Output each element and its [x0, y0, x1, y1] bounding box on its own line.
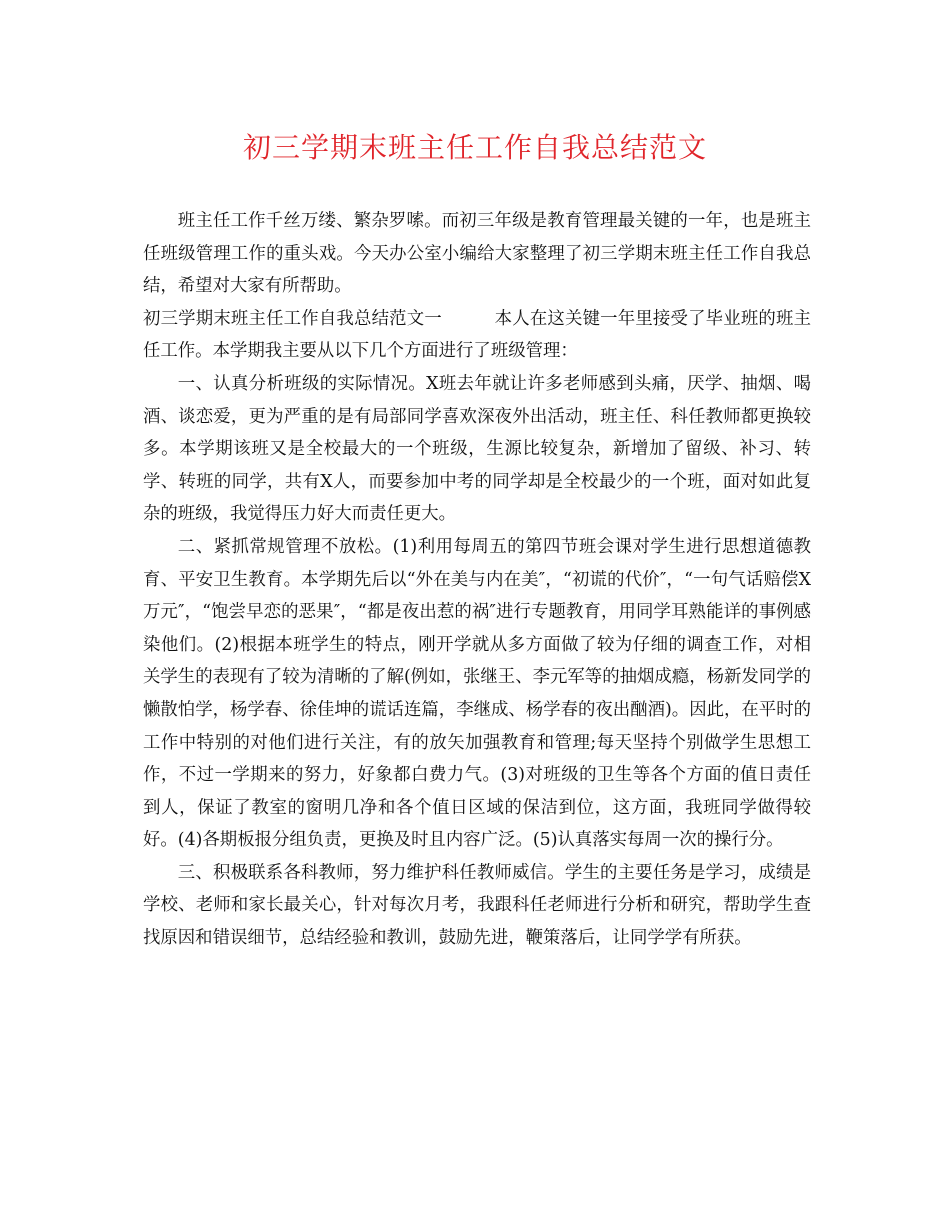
document-title: 初三学期末班主任工作自我总结范文	[242, 131, 707, 164]
subtitle-paragraph: 初三学期末班主任工作自我总结范文一 本人在这关键一年里接受了毕业班的班主任工作。本学期我主要从以下几个方面进行了班级管理：	[143, 308, 811, 362]
intro-paragraph: 班主任工作千丝万缕、繁杂罗嗦。而初三年级是教育管理最关键的一年，也是班主任班级管理工作的重头戏。今天办公室小编给大家整理了初三学期末班主任工作自我总结，希望对大家有所帮助。	[143, 211, 811, 297]
section-1-paragraph: 一、认真分析班级的实际情况。X班去年就让许多老师感到头痛，厌学、抽烟、喝酒、谈恋爱，更为严重的是有局部同学喜欢深夜外出活动，班主任、科任教师都更换较多。本学期该班又是全校最大的一个班级，生源比较复杂，新增加了留级、补习、转学、转班的同学，共有X人，而要参加中考的同学却是全校最少的一个班，面对如此复杂的班级，我觉得压力好大而责任更大。	[143, 373, 811, 525]
document-body	[143, 205, 811, 955]
section-2-paragraph: 二、紧抓常规管理不放松。(1)利用每周五的第四节班会课对学生进行思想道德教育、平安卫生教育。本学期先后以“外在美与内在美″，“初谎的代价″，“一句气话赔偿X万元″，“饱尝早恋的恶果″，“都是夜出惹的祸″进行专题教育，用同学耳熟能详的事例感染他们。(2)根据本班学生的特点，刚开学就从多方面做了较为仔细的调查工作，对相关学生的表现有了较为清晰的了解(例如，张继王、李元军等的抽烟成瘾，杨新发同学的懒散怕学，杨学春、徐佳坤的谎话连篇，李继成、杨学春的夜出酗酒)。因此，在平时的工作中特别的对他们进行关注，有的放矢加强教育和管理;每天坚持个别做学生思想工作，不过一学期来的努力，好象都白费力气。(3)对班级的卫生等各个方面的值日责任到人，保证了教室的窗明几净和各个值日区域的保洁到位，这方面，我班同学做得较好。(4)各期板报分组负责，更换及时且内容广泛。(5)认真落实每周一次的操行分。	[143, 536, 811, 851]
section-3-paragraph: 三、积极联系各科教师，努力维护科任教师威信。学生的主要任务是学习，成绩是学校、老师和家长最关心，针对每次月考，我跟科任老师进行分析和研究，帮助学生查找原因和错误细节，总结经验和教训，鼓励先进，鞭策落后，让同学学有所获。	[143, 862, 811, 949]
